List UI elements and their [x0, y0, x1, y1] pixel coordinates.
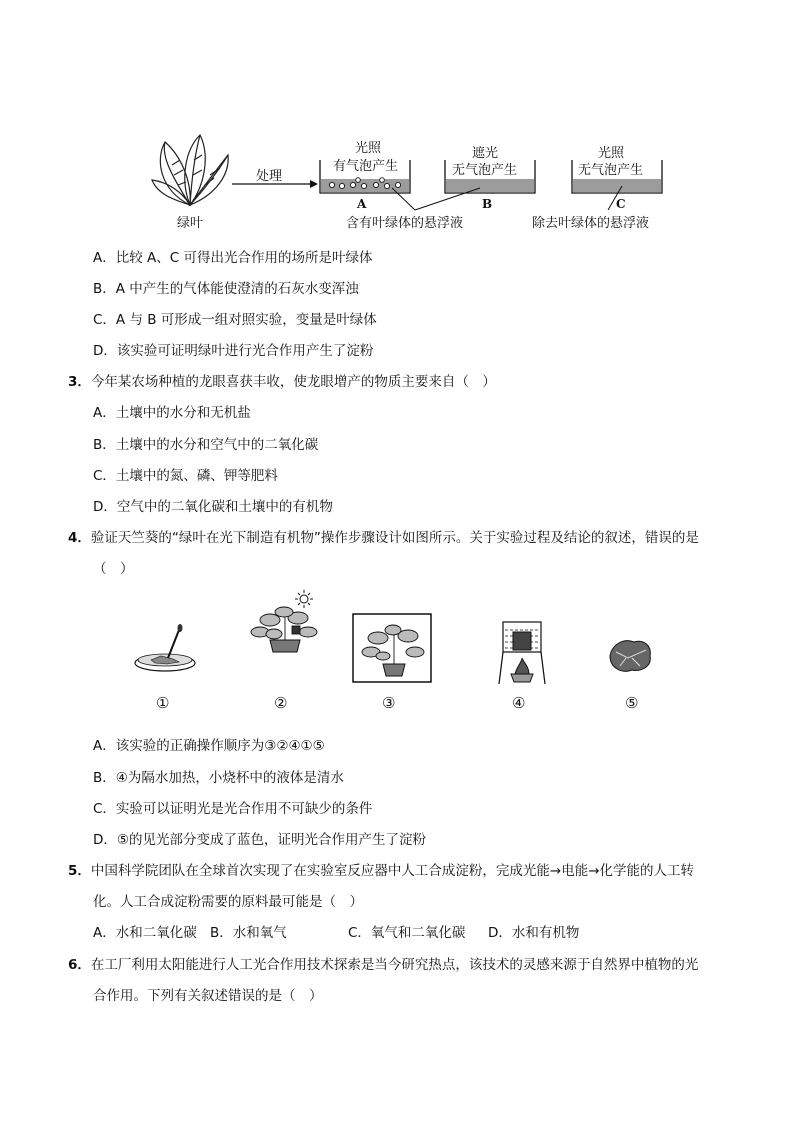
q3-option-d: D．空气中的二氧化碳和土壤中的有机物 — [93, 499, 333, 515]
q3-number: 3． — [68, 374, 91, 390]
q4-number: 4． — [68, 530, 91, 546]
q6-stem-line1 — [68, 955, 698, 975]
q6-number: 6． — [68, 957, 91, 973]
tube-b-result-label: 无气泡产生 — [452, 163, 518, 178]
q3-option-c: C．土壤中的氮、磷、钾等肥料 — [93, 468, 278, 484]
note-without-chloroplast: 除去叶绿体的悬浮液 — [532, 216, 650, 231]
q3-option-a: A．土壤中的水分和无机盐 — [93, 405, 251, 421]
tube-a-letter: A — [357, 197, 367, 211]
figure-caption-5: ⑤ — [625, 694, 639, 712]
q6-stem-line2: 合作用。下列有关叙述错误的是（ ） — [93, 988, 323, 1004]
q3-stem — [68, 372, 496, 392]
q4-stem-line2: （ ） — [93, 561, 134, 577]
leaves-illustration — [150, 130, 230, 210]
leaf-label: 绿叶 — [177, 216, 204, 231]
process-label: 处理 — [256, 169, 283, 184]
potted-plant-sun-illustration — [240, 590, 330, 665]
q4-option-b: B．④为隔水加热，小烧杯中的液体是清水 — [93, 770, 344, 786]
plant-in-dark-box-illustration — [353, 614, 433, 684]
q2-option-d: D．该实验可证明绿叶进行光合作用产生了淀粉 — [93, 343, 374, 359]
stained-leaf-illustration — [606, 636, 656, 676]
petri-dish-dropper-illustration — [133, 620, 203, 680]
tube-c-result-label: 无气泡产生 — [578, 163, 644, 178]
q5-stem-line1 — [68, 861, 694, 881]
q5-option-d: D．水和有机物 — [488, 925, 580, 941]
q4-option-a: A．该实验的正确操作顺序为③②④①⑤ — [93, 738, 325, 754]
q4-stem-text: 验证天竺葵的“绿叶在光下制造有机物”操作步骤设计如图所示。关于实验过程及结论的叙述，错误的是 — [90, 530, 699, 546]
water-bath-heating-illustration — [497, 618, 547, 688]
q2-option-a: A．比较 A、C 可得出光合作用的场所是叶绿体 — [93, 250, 373, 266]
q5-option-b: B．水和氧气 — [210, 925, 287, 941]
q2-option-b: B．A 中产生的气体能使澄清的石灰水变浑浊 — [93, 281, 359, 297]
q5-stem-text: 中国科学院团队在全球首次实现了在实验室反应器中人工合成淀粉，完成光能→电能→化学能的人工转 — [90, 863, 695, 879]
q5-option-a: A．水和二氧化碳 — [93, 925, 197, 941]
q2-option-c: C．A 与 B 可形成一组对照实验，变量是叶绿体 — [93, 312, 377, 328]
q5-option-c: C．氧气和二氧化碳 — [348, 925, 466, 941]
q3-option-b: B．土壤中的水分和空气中的二氧化碳 — [93, 437, 319, 453]
q4-option-d: D．⑤的见光部分变成了蓝色，证明光合作用产生了淀粉 — [93, 832, 426, 848]
figure-caption-4: ④ — [512, 694, 526, 712]
tube-a-light-label: 光照 — [355, 141, 382, 156]
arrow-right-icon — [232, 180, 322, 190]
tube-a-result-label: 有气泡产生 — [333, 159, 399, 174]
q6-stem-text: 在工厂利用太阳能进行人工光合作用技术探索是当今研究热点，该技术的灵感来源于自然界中植物的光 — [90, 957, 699, 973]
q5-number: 5． — [68, 863, 91, 879]
q3-stem-text: 今年某农场种植的龙眼喜获丰收，使龙眼增产的物质主要来自（ ） — [90, 374, 496, 390]
q4-stem-line1 — [68, 528, 699, 548]
tube-b-letter: B — [482, 197, 493, 211]
figure-caption-1: ① — [156, 694, 170, 712]
note-with-chloroplast: 含有叶绿体的悬浮液 — [346, 216, 464, 231]
q5-stem-line2: 化。人工合成淀粉需要的原料最可能是（ ） — [93, 894, 363, 910]
figure-caption-2: ② — [274, 694, 288, 712]
q4-option-c: C．实验可以证明光是光合作用不可缺少的条件 — [93, 801, 373, 817]
tube-c-light-label: 光照 — [598, 146, 625, 161]
tube-b-light-label: 遮光 — [472, 146, 499, 161]
tube-c-letter: C — [616, 197, 626, 211]
figure-caption-3: ③ — [382, 694, 396, 712]
